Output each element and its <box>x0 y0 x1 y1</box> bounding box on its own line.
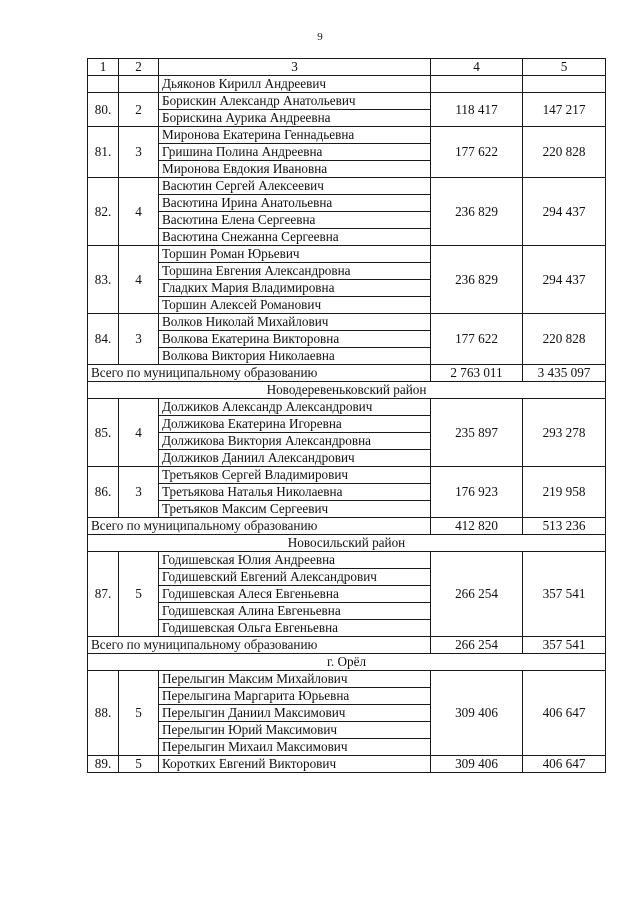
total-row <box>88 365 606 382</box>
num-cell-empty <box>88 76 119 93</box>
amount-col5: 220 828 <box>523 314 606 365</box>
total-col5: 513 236 <box>523 518 606 535</box>
family-member-name: Гладких Мария Владимировна <box>159 280 431 297</box>
family-member-name: Перелыгин Даниил Максимович <box>159 705 431 722</box>
family-member-name: Перелыгин Максим Михайлович <box>159 671 431 688</box>
table-row <box>88 467 606 484</box>
family-member-name: Волкова Виктория Николаевна <box>159 348 431 365</box>
row-number: 88. <box>88 671 119 756</box>
table-row <box>88 127 606 144</box>
row-number: 89. <box>88 756 119 773</box>
row-number: 86. <box>88 467 119 518</box>
amount-col5: 406 647 <box>523 756 606 773</box>
section-row <box>88 382 606 399</box>
family-member-name: Должиков Александр Александрович <box>159 399 431 416</box>
header-cell-4: 4 <box>431 59 523 76</box>
family-member-name: Перелыгин Юрий Максимович <box>159 722 431 739</box>
amount-col4: 236 829 <box>431 246 523 314</box>
amount-col5: 147 217 <box>523 93 606 127</box>
family-size: 5 <box>119 552 159 637</box>
amount-col5: 357 541 <box>523 552 606 637</box>
header-cell-3: 3 <box>159 59 431 76</box>
total-label: Всего по муниципальному образованию <box>88 637 431 654</box>
section-title: Новосильский район <box>88 535 606 552</box>
amount-col5: 406 647 <box>523 671 606 756</box>
family-member-name: Волков Николай Михайлович <box>159 314 431 331</box>
page-number: 9 <box>317 31 323 43</box>
total-label: Всего по муниципальному образованию <box>88 518 431 535</box>
total-col5: 3 435 097 <box>523 365 606 382</box>
total-col5: 357 541 <box>523 637 606 654</box>
row-number: 81. <box>88 127 119 178</box>
amount-col5: 294 437 <box>523 178 606 246</box>
table-body <box>88 59 606 773</box>
family-member-name: Годишевская Алина Евгеньевна <box>159 603 431 620</box>
section-row <box>88 535 606 552</box>
header-cell-5: 5 <box>523 59 606 76</box>
family-member-name: Васютина Елена Сергеевна <box>159 212 431 229</box>
family-member-name: Годишевская Юлия Андреевна <box>159 552 431 569</box>
amount-col5: 294 437 <box>523 246 606 314</box>
amount-col5: 219 958 <box>523 467 606 518</box>
amount-col4: 177 622 <box>431 314 523 365</box>
table-row <box>88 314 606 331</box>
row-number: 85. <box>88 399 119 467</box>
family-member-name: Миронова Екатерина Геннадьевна <box>159 127 431 144</box>
family-member-name: Годишевская Алеся Евгеньевна <box>159 586 431 603</box>
family-size: 4 <box>119 178 159 246</box>
table-row <box>88 756 606 773</box>
row-number: 80. <box>88 93 119 127</box>
total-col4: 266 254 <box>431 637 523 654</box>
total-col4: 412 820 <box>431 518 523 535</box>
family-member-name: Третьяков Сергей Владимирович <box>159 467 431 484</box>
amount-col5: 293 278 <box>523 399 606 467</box>
family-member-name: Миронова Евдокия Ивановна <box>159 161 431 178</box>
family-size: 5 <box>119 756 159 773</box>
header-cell-1: 1 <box>88 59 119 76</box>
header-row <box>88 59 606 76</box>
row-number: 82. <box>88 178 119 246</box>
family-size: 3 <box>119 314 159 365</box>
family-member-name: Васютин Сергей Алексеевич <box>159 178 431 195</box>
family-member-name: Гришина Полина Андреевна <box>159 144 431 161</box>
family-size: 3 <box>119 467 159 518</box>
header-cell-2: 2 <box>119 59 159 76</box>
section-title: г. Орёл <box>88 654 606 671</box>
family-member-name: Торшина Евгения Александровна <box>159 263 431 280</box>
count-cell-empty <box>119 76 159 93</box>
col4-cell-empty <box>431 76 523 93</box>
table-row <box>88 178 606 195</box>
amount-col4: 176 923 <box>431 467 523 518</box>
amount-col4: 266 254 <box>431 552 523 637</box>
row-number: 87. <box>88 552 119 637</box>
amount-col5: 220 828 <box>523 127 606 178</box>
amount-col4: 309 406 <box>431 756 523 773</box>
family-member-name: Третьякова Наталья Николаевна <box>159 484 431 501</box>
table-row <box>88 76 606 93</box>
amount-col4: 235 897 <box>431 399 523 467</box>
family-member-name: Годишевский Евгений Александрович <box>159 569 431 586</box>
table-row <box>88 671 606 688</box>
row-number: 83. <box>88 246 119 314</box>
family-member-name: Третьяков Максим Сергеевич <box>159 501 431 518</box>
family-size: 3 <box>119 127 159 178</box>
section-row <box>88 654 606 671</box>
amount-col4: 309 406 <box>431 671 523 756</box>
col5-cell-empty <box>523 76 606 93</box>
family-member-name: Васютина Снежанна Сергеевна <box>159 229 431 246</box>
family-member-name: Перелыгин Михаил Максимович <box>159 739 431 756</box>
family-member-name: Волкова Екатерина Викторовна <box>159 331 431 348</box>
family-member-name: Торшин Алексей Романович <box>159 297 431 314</box>
family-member-name: Торшин Роман Юрьевич <box>159 246 431 263</box>
family-size: 5 <box>119 671 159 756</box>
family-member-name: Должиков Даниил Александрович <box>159 450 431 467</box>
family-size: 4 <box>119 246 159 314</box>
family-member-name: Годишевская Ольга Евгеньевна <box>159 620 431 637</box>
total-row <box>88 637 606 654</box>
family-size: 4 <box>119 399 159 467</box>
amount-col4: 118 417 <box>431 93 523 127</box>
family-member-name: Коротких Евгений Викторович <box>159 756 431 773</box>
total-row <box>88 518 606 535</box>
family-member-name: Перелыгина Маргарита Юрьевна <box>159 688 431 705</box>
amount-col4: 177 622 <box>431 127 523 178</box>
row-number: 84. <box>88 314 119 365</box>
family-member-name: Васютина Ирина Анатольевна <box>159 195 431 212</box>
table-row <box>88 552 606 569</box>
table-row <box>88 93 606 110</box>
table-row <box>88 246 606 263</box>
amount-col4: 236 829 <box>431 178 523 246</box>
family-member-name: Борискин Александр Анатольевич <box>159 93 431 110</box>
family-member-name: Дьяконов Кирилл Андреевич <box>159 76 431 93</box>
beneficiaries-table <box>87 58 606 773</box>
family-member-name: Должикова Виктория Александровна <box>159 433 431 450</box>
family-member-name: Должикова Екатерина Игоревна <box>159 416 431 433</box>
table-row <box>88 399 606 416</box>
family-member-name: Борискина Аурика Андреевна <box>159 110 431 127</box>
total-col4: 2 763 011 <box>431 365 523 382</box>
family-size: 2 <box>119 93 159 127</box>
section-title: Новодеревеньковский район <box>88 382 606 399</box>
total-label: Всего по муниципальному образованию <box>88 365 431 382</box>
